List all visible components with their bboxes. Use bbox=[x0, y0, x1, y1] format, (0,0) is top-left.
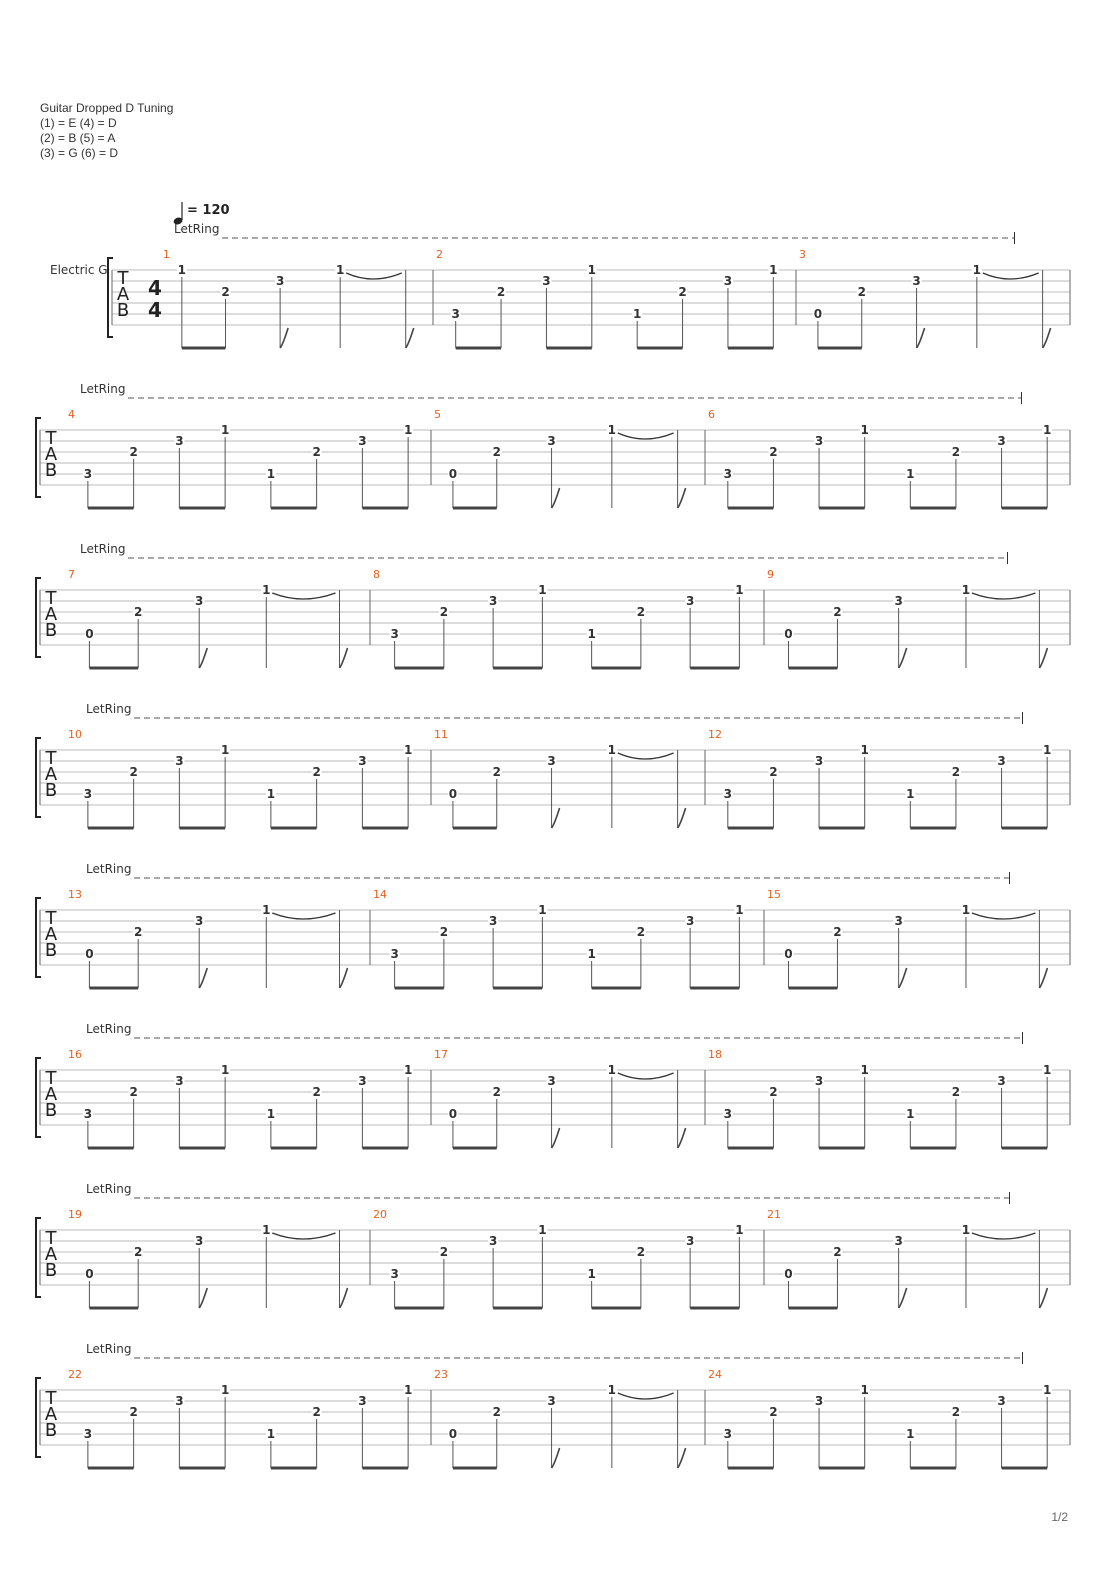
measure bbox=[764, 568, 1047, 668]
measure bbox=[370, 888, 744, 988]
fret-number: 3 bbox=[723, 1427, 732, 1441]
fret-number: 1 bbox=[538, 903, 547, 917]
fret-number: 3 bbox=[685, 594, 695, 608]
fret-number: 2 bbox=[951, 1405, 961, 1419]
fret-number: 0 bbox=[85, 627, 94, 641]
fret-number: 1 bbox=[538, 1223, 547, 1237]
let-ring-label: LetRing bbox=[80, 382, 126, 396]
fret-number: 2 bbox=[134, 925, 143, 939]
note-flag bbox=[899, 648, 907, 668]
tab-system bbox=[108, 222, 1070, 348]
fret-number: 2 bbox=[439, 605, 449, 619]
measure bbox=[68, 728, 413, 828]
tab-clef-letter: T bbox=[45, 1068, 57, 1089]
tie-arc bbox=[972, 913, 1035, 919]
tab-clef-letter: B bbox=[44, 460, 58, 481]
measure-number: 10 bbox=[68, 728, 82, 741]
fret-number: 1 bbox=[587, 627, 596, 641]
fret-number: 1 bbox=[587, 263, 596, 277]
fret-number: 2 bbox=[312, 1085, 321, 1099]
fret-number: 2 bbox=[312, 445, 321, 459]
fret-number: 0 bbox=[448, 1107, 458, 1121]
fret-number: 1 bbox=[735, 903, 744, 917]
measure-number: 17 bbox=[434, 1048, 448, 1061]
note-flag bbox=[406, 328, 414, 348]
fret-number: 1 bbox=[177, 263, 187, 277]
tempo-value: = 120 bbox=[187, 203, 230, 218]
measure bbox=[705, 1048, 1052, 1148]
fret-number: 3 bbox=[488, 1234, 498, 1248]
fret-number: 2 bbox=[678, 285, 687, 299]
fret-number: 2 bbox=[492, 445, 501, 459]
fret-number: 3 bbox=[83, 1107, 93, 1121]
fret-number: 1 bbox=[607, 1383, 617, 1397]
fret-number: 1 bbox=[262, 903, 271, 917]
let-ring-marking bbox=[174, 222, 1015, 244]
tab-system bbox=[36, 382, 1070, 508]
fret-number: 3 bbox=[390, 1267, 399, 1281]
fret-number: 2 bbox=[833, 605, 842, 619]
fret-number: 3 bbox=[997, 1394, 1006, 1408]
fret-number: 2 bbox=[492, 1085, 501, 1099]
tab-clef-letter: T bbox=[117, 268, 129, 289]
fret-number: 1 bbox=[220, 423, 230, 437]
measure bbox=[163, 248, 414, 348]
fret-number: 2 bbox=[439, 925, 449, 939]
tuning-line: (2) = B (5) = A bbox=[40, 131, 116, 145]
measure-number: 24 bbox=[708, 1368, 722, 1381]
let-ring-label: LetRing bbox=[174, 222, 220, 236]
fret-number: 1 bbox=[860, 743, 869, 757]
measure-number: 14 bbox=[373, 888, 387, 901]
measure-number: 21 bbox=[767, 1208, 781, 1221]
fret-number: 3 bbox=[814, 1074, 824, 1088]
note-flag bbox=[552, 488, 560, 508]
measure bbox=[370, 568, 744, 668]
fret-number: 2 bbox=[857, 285, 866, 299]
tab-clef-letter: B bbox=[44, 620, 58, 641]
fret-number: 2 bbox=[769, 445, 778, 459]
fret-number: 1 bbox=[266, 1427, 276, 1441]
note-flag bbox=[340, 968, 348, 988]
let-ring-marking bbox=[86, 1022, 1023, 1044]
fret-number: 3 bbox=[814, 754, 824, 768]
fret-number: 2 bbox=[492, 1405, 501, 1419]
fret-number: 3 bbox=[195, 914, 204, 928]
fret-number: 2 bbox=[129, 765, 138, 779]
measure bbox=[431, 728, 686, 828]
fret-number: 3 bbox=[814, 1394, 824, 1408]
measure bbox=[705, 728, 1052, 828]
let-ring-marking bbox=[86, 1182, 1010, 1204]
tie-arc bbox=[272, 913, 335, 919]
fret-number: 1 bbox=[1043, 1383, 1052, 1397]
let-ring-label: LetRing bbox=[86, 1022, 132, 1036]
fret-number: 2 bbox=[951, 765, 961, 779]
measure-number: 4 bbox=[68, 408, 75, 421]
fret-number: 1 bbox=[262, 1223, 271, 1237]
tab-clef-letter: A bbox=[44, 444, 58, 465]
fret-number: 3 bbox=[83, 1427, 93, 1441]
tab-clef-letter: T bbox=[45, 748, 57, 769]
fret-number: 3 bbox=[723, 787, 732, 801]
fret-number: 3 bbox=[175, 1074, 184, 1088]
fret-number: 3 bbox=[997, 754, 1006, 768]
fret-number: 3 bbox=[542, 274, 551, 288]
fret-number: 1 bbox=[607, 1063, 617, 1077]
fret-number: 3 bbox=[723, 467, 732, 481]
fret-number: 1 bbox=[860, 423, 869, 437]
measure bbox=[68, 1368, 413, 1468]
note-flag bbox=[678, 808, 686, 828]
tab-clef-letter: T bbox=[45, 1228, 57, 1249]
measure-number: 7 bbox=[68, 568, 75, 581]
measure-number: 5 bbox=[434, 408, 441, 421]
note-flag bbox=[1039, 968, 1047, 988]
fret-number: 2 bbox=[769, 1405, 778, 1419]
fret-number: 0 bbox=[448, 1427, 458, 1441]
fret-number: 0 bbox=[85, 1267, 94, 1281]
fret-number: 3 bbox=[997, 434, 1006, 448]
fret-number: 3 bbox=[195, 1234, 204, 1248]
measure bbox=[705, 1368, 1052, 1468]
tab-clef-letter: A bbox=[44, 924, 58, 945]
fret-number: 2 bbox=[134, 605, 143, 619]
measure bbox=[431, 408, 686, 508]
measure-number: 13 bbox=[68, 888, 82, 901]
tab-system bbox=[36, 1182, 1070, 1308]
measure bbox=[705, 408, 1052, 508]
fret-number: 3 bbox=[358, 434, 367, 448]
tab-clef-letter: B bbox=[44, 780, 58, 801]
note-flag bbox=[340, 648, 348, 668]
fret-number: 3 bbox=[358, 1394, 367, 1408]
fret-number: 1 bbox=[403, 743, 413, 757]
fret-number: 1 bbox=[735, 1223, 744, 1237]
measure-number: 18 bbox=[708, 1048, 722, 1061]
measure bbox=[68, 1208, 348, 1308]
fret-number: 1 bbox=[961, 903, 971, 917]
fret-number: 2 bbox=[951, 445, 961, 459]
tuning-title: Guitar Dropped D Tuning bbox=[40, 101, 174, 115]
measure bbox=[433, 248, 778, 348]
note-flag bbox=[1039, 648, 1047, 668]
tie-arc bbox=[618, 1073, 674, 1079]
fret-number: 3 bbox=[547, 1074, 556, 1088]
note-flag bbox=[552, 1448, 560, 1468]
let-ring-label: LetRing bbox=[80, 542, 126, 556]
tab-clef-letter: B bbox=[44, 1260, 58, 1281]
fret-number: 2 bbox=[951, 1085, 961, 1099]
fret-number: 3 bbox=[390, 627, 399, 641]
tab-system bbox=[36, 542, 1070, 668]
measure-number: 12 bbox=[708, 728, 722, 741]
fret-number: 1 bbox=[403, 423, 413, 437]
fret-number: 2 bbox=[833, 925, 842, 939]
fret-number: 3 bbox=[547, 754, 556, 768]
tab-clef-letter: A bbox=[116, 284, 130, 305]
fret-number: 1 bbox=[220, 743, 230, 757]
fret-number: 1 bbox=[220, 1063, 230, 1077]
note-flag bbox=[1039, 1288, 1047, 1308]
fret-number: 1 bbox=[336, 263, 345, 277]
measure-number: 19 bbox=[68, 1208, 82, 1221]
fret-number: 3 bbox=[814, 434, 824, 448]
tab-clef-letter: A bbox=[44, 1244, 58, 1265]
fret-number: 2 bbox=[129, 1085, 138, 1099]
fret-number: 2 bbox=[833, 1245, 842, 1259]
fret-number: 3 bbox=[83, 467, 93, 481]
tab-clef-letter: T bbox=[45, 588, 57, 609]
measure-number: 3 bbox=[799, 248, 806, 261]
fret-number: 3 bbox=[358, 1074, 367, 1088]
fret-number: 3 bbox=[723, 1107, 732, 1121]
fret-number: 1 bbox=[403, 1063, 413, 1077]
fret-number: 3 bbox=[894, 914, 903, 928]
note-flag bbox=[280, 328, 288, 348]
measure bbox=[764, 888, 1047, 988]
tab-clef-letter: B bbox=[44, 1420, 58, 1441]
note-flag bbox=[899, 968, 907, 988]
tab-clef-letter: A bbox=[44, 1404, 58, 1425]
measure-number: 23 bbox=[434, 1368, 448, 1381]
fret-number: 2 bbox=[636, 925, 646, 939]
fret-number: 3 bbox=[275, 274, 285, 288]
fret-number: 0 bbox=[784, 1267, 793, 1281]
fret-number: 2 bbox=[769, 1085, 778, 1099]
tie-arc bbox=[972, 593, 1035, 599]
fret-number: 3 bbox=[894, 1234, 903, 1248]
fret-number: 1 bbox=[961, 1223, 971, 1237]
fret-number: 1 bbox=[860, 1383, 869, 1397]
fret-number: 1 bbox=[403, 1383, 413, 1397]
tie-arc bbox=[272, 1233, 335, 1239]
time-signature-bottom: 4 bbox=[148, 298, 162, 322]
fret-number: 1 bbox=[735, 583, 744, 597]
tab-clef-letter: B bbox=[44, 940, 58, 961]
fret-number: 1 bbox=[607, 743, 617, 757]
measure-number: 22 bbox=[68, 1368, 82, 1381]
note-flag bbox=[199, 1288, 207, 1308]
let-ring-marking bbox=[86, 1342, 1023, 1364]
fret-number: 2 bbox=[769, 765, 778, 779]
fret-number: 0 bbox=[813, 307, 823, 321]
fret-number: 2 bbox=[492, 765, 501, 779]
fret-number: 2 bbox=[636, 605, 646, 619]
tab-system bbox=[36, 702, 1070, 828]
fret-number: 3 bbox=[175, 754, 184, 768]
tie-arc bbox=[272, 593, 335, 599]
fret-number: 2 bbox=[636, 1245, 646, 1259]
measure-number: 2 bbox=[436, 248, 443, 261]
measure-number: 6 bbox=[708, 408, 715, 421]
let-ring-marking bbox=[86, 702, 1023, 724]
measure bbox=[68, 568, 348, 668]
fret-number: 3 bbox=[685, 914, 695, 928]
let-ring-label: LetRing bbox=[86, 702, 132, 716]
fret-number: 1 bbox=[906, 1427, 915, 1441]
fret-number: 1 bbox=[262, 583, 271, 597]
note-flag bbox=[199, 648, 207, 668]
fret-number: 0 bbox=[448, 467, 458, 481]
fret-number: 1 bbox=[266, 787, 276, 801]
note-flag bbox=[899, 1288, 907, 1308]
fret-number: 1 bbox=[266, 1107, 276, 1121]
fret-number: 1 bbox=[538, 583, 547, 597]
fret-number: 1 bbox=[1043, 743, 1052, 757]
fret-number: 1 bbox=[607, 423, 617, 437]
fret-number: 1 bbox=[860, 1063, 869, 1077]
fret-number: 2 bbox=[312, 1405, 321, 1419]
measure-number: 20 bbox=[373, 1208, 387, 1221]
fret-number: 2 bbox=[129, 1405, 138, 1419]
fret-number: 2 bbox=[221, 285, 230, 299]
fret-number: 1 bbox=[266, 467, 276, 481]
tie-arc bbox=[972, 1233, 1035, 1239]
fret-number: 3 bbox=[83, 787, 93, 801]
note-flag bbox=[199, 968, 207, 988]
fret-number: 1 bbox=[906, 1107, 915, 1121]
measure-number: 16 bbox=[68, 1048, 82, 1061]
tuning-line: (1) = E (4) = D bbox=[40, 116, 117, 130]
tab-clef-letter: T bbox=[45, 428, 57, 449]
fret-number: 3 bbox=[175, 434, 184, 448]
fret-number: 0 bbox=[784, 627, 793, 641]
let-ring-marking bbox=[86, 862, 1010, 884]
tie-arc bbox=[618, 433, 674, 439]
tab-system bbox=[36, 862, 1070, 988]
fret-number: 1 bbox=[587, 1267, 596, 1281]
fret-number: 3 bbox=[175, 1394, 184, 1408]
fret-number: 0 bbox=[784, 947, 793, 961]
tab-clef-letter: A bbox=[44, 1084, 58, 1105]
fret-number: 1 bbox=[1043, 1063, 1052, 1077]
fret-number: 3 bbox=[685, 1234, 695, 1248]
fret-number: 3 bbox=[547, 1394, 556, 1408]
fret-number: 3 bbox=[358, 754, 367, 768]
measure-number: 1 bbox=[163, 248, 170, 261]
let-ring-marking bbox=[80, 382, 1022, 404]
tie-arc bbox=[618, 1393, 674, 1399]
tab-clef-letter: A bbox=[44, 764, 58, 785]
note-flag bbox=[678, 488, 686, 508]
tab-clef-letter: T bbox=[45, 908, 57, 929]
fret-number: 3 bbox=[723, 274, 733, 288]
tab-clef-letter: B bbox=[44, 1100, 58, 1121]
time-signature-top: 4 bbox=[148, 276, 162, 300]
note-flag bbox=[678, 1448, 686, 1468]
let-ring-label: LetRing bbox=[86, 1182, 132, 1196]
fret-number: 2 bbox=[312, 765, 321, 779]
fret-number: 1 bbox=[906, 787, 915, 801]
note-flag bbox=[340, 1288, 348, 1308]
note-flag bbox=[678, 1128, 686, 1148]
fret-number: 2 bbox=[496, 285, 506, 299]
tab-clef-letter: A bbox=[44, 604, 58, 625]
measure bbox=[431, 1368, 686, 1468]
note-flag bbox=[552, 1128, 560, 1148]
tie-arc bbox=[346, 273, 402, 279]
fret-number: 3 bbox=[451, 307, 460, 321]
tie-arc bbox=[618, 753, 674, 759]
note-flag bbox=[552, 808, 560, 828]
measure bbox=[68, 408, 413, 508]
fret-number: 1 bbox=[961, 583, 971, 597]
fret-number: 1 bbox=[906, 467, 915, 481]
let-ring-label: LetRing bbox=[86, 862, 132, 876]
let-ring-label: LetRing bbox=[86, 1342, 132, 1356]
fret-number: 3 bbox=[894, 594, 903, 608]
fret-number: 3 bbox=[488, 594, 498, 608]
measure bbox=[764, 1208, 1047, 1308]
tuning-line: (3) = G (6) = D bbox=[40, 146, 119, 160]
instrument-name: Electric G bbox=[50, 263, 108, 277]
tab-system bbox=[36, 1022, 1070, 1148]
fret-number: 2 bbox=[439, 1245, 449, 1259]
note-flag bbox=[917, 328, 925, 348]
fret-number: 0 bbox=[448, 787, 458, 801]
measure bbox=[431, 1048, 686, 1148]
measure bbox=[370, 1208, 744, 1308]
fret-number: 3 bbox=[390, 947, 399, 961]
fret-number: 3 bbox=[547, 434, 556, 448]
measure bbox=[68, 1048, 413, 1148]
measure-number: 8 bbox=[373, 568, 380, 581]
page-number: 1/2 bbox=[1051, 1510, 1068, 1524]
fret-number: 2 bbox=[129, 445, 138, 459]
measure bbox=[796, 248, 1051, 348]
tab-clef-letter: B bbox=[116, 300, 130, 321]
fret-number: 2 bbox=[134, 1245, 143, 1259]
fret-number: 1 bbox=[1043, 423, 1052, 437]
fret-number: 3 bbox=[488, 914, 498, 928]
fret-number: 1 bbox=[633, 307, 642, 321]
tab-system bbox=[36, 1342, 1070, 1468]
fret-number: 1 bbox=[220, 1383, 230, 1397]
fret-number: 0 bbox=[85, 947, 94, 961]
fret-number: 3 bbox=[912, 274, 921, 288]
let-ring-marking bbox=[80, 542, 1008, 564]
fret-number: 1 bbox=[587, 947, 596, 961]
measure-number: 15 bbox=[767, 888, 781, 901]
measure-number: 11 bbox=[434, 728, 448, 741]
fret-number: 3 bbox=[997, 1074, 1006, 1088]
note-flag bbox=[1043, 328, 1051, 348]
tab-clef-letter: T bbox=[45, 1388, 57, 1409]
measure-number: 9 bbox=[767, 568, 774, 581]
measure bbox=[68, 888, 348, 988]
fret-number: 1 bbox=[769, 263, 778, 277]
fret-number: 1 bbox=[972, 263, 982, 277]
tie-arc bbox=[983, 273, 1039, 279]
fret-number: 3 bbox=[195, 594, 204, 608]
